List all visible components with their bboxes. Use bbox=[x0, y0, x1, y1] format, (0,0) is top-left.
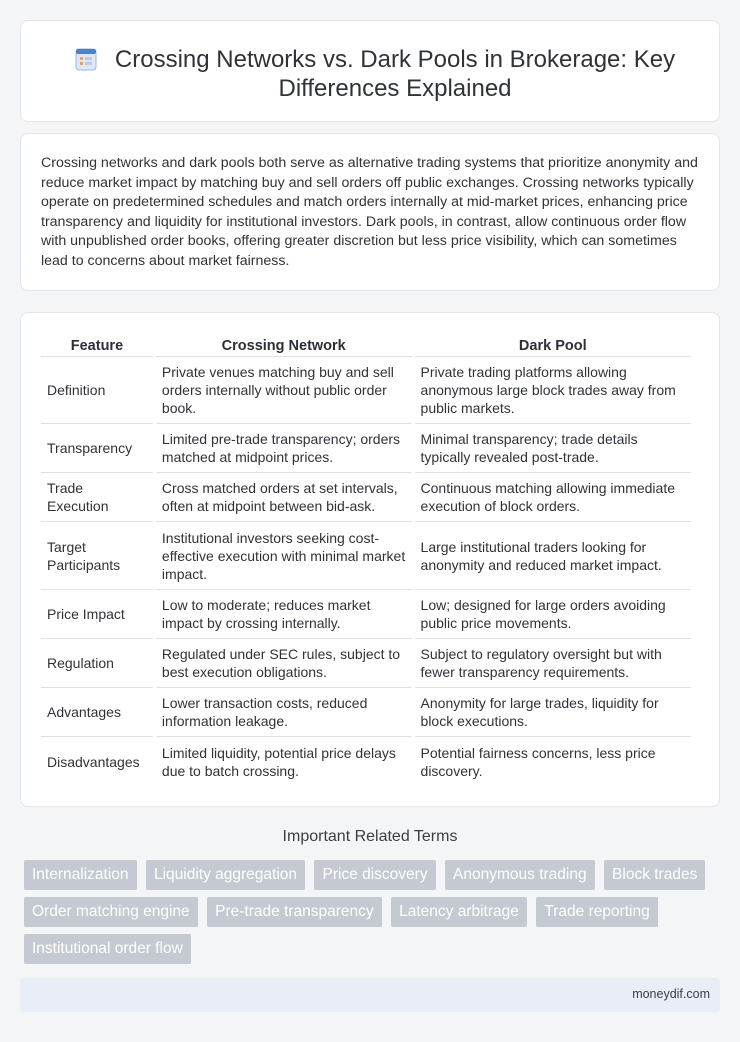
dark-pool-cell: Large institutional traders looking for anonymity and reduced market impact. bbox=[415, 522, 691, 590]
tag-latency-arbitrage[interactable]: Latency arbitrage bbox=[391, 897, 527, 927]
feature-cell: Disadvantages bbox=[47, 753, 140, 770]
crossing-network-cell: Lower transaction costs, reduced information leakage. bbox=[156, 688, 412, 737]
tag-liquidity-aggregation[interactable]: Liquidity aggregation bbox=[146, 860, 305, 890]
table-row bbox=[41, 522, 691, 590]
tag-internalization[interactable]: Internalization bbox=[24, 860, 137, 890]
feature-cell: Target Participants bbox=[41, 522, 153, 590]
table-row bbox=[41, 424, 691, 473]
crossing-network-cell: Low to moderate; reduces market impact by crossing internally. bbox=[156, 590, 412, 639]
dark-pool-cell: Potential fairness concerns, less price discovery. bbox=[420, 744, 656, 779]
feature-cell: Definition bbox=[41, 357, 153, 424]
dark-pool-cell: Anonymity for large trades, liquidity for block executions. bbox=[415, 688, 691, 737]
feature-cell: Price Impact bbox=[41, 590, 153, 639]
footer-site-link[interactable]: moneydif.com bbox=[632, 987, 710, 1001]
tag-institutional-order-flow[interactable]: Institutional order flow bbox=[24, 934, 191, 964]
feature-cell: Trade Execution bbox=[41, 473, 153, 522]
dark-pool-cell: Low; designed for large orders avoiding public price movements. bbox=[415, 590, 691, 639]
table-header-row bbox=[41, 333, 691, 357]
table-row bbox=[41, 590, 691, 639]
table-row bbox=[41, 357, 691, 424]
comparison-table bbox=[38, 333, 694, 786]
crossing-network-cell: Regulated under SEC rules, subject to best execution obligations. bbox=[156, 639, 412, 688]
footer bbox=[20, 978, 720, 1012]
table-row bbox=[41, 473, 691, 522]
title-card bbox=[20, 20, 720, 122]
crossing-network-cell: Institutional investors seeking cost-effective execution with minimal market impact. bbox=[156, 522, 412, 590]
header-feature: Feature bbox=[41, 333, 153, 357]
header-crossing-network: Crossing Network bbox=[156, 333, 412, 357]
crossing-network-cell: Private venues matching buy and sell orders internally without public order book. bbox=[156, 357, 412, 424]
dark-pool-cell: Subject to regulatory oversight but with fewer transparency requirements. bbox=[415, 639, 691, 688]
intro-paragraph: Crossing networks and dark pools both serve as alternative trading systems that prioritize anonymity and reduce market impact by matching buy and sell orders off public exchanges. Crossing networks typically operate on predetermined schedules and match orders internally at mid-market prices, enhancing price transparency and liquidity for institutional investors. Dark pools, in contrast, allow continuous order flow with unpublished order books, offering greater discretion but less price visibility, which can sometimes lead to concerns about market fairness. bbox=[41, 155, 698, 269]
feature-cell: Regulation bbox=[41, 639, 153, 688]
tag-trade-reporting[interactable]: Trade reporting bbox=[536, 897, 657, 927]
table-row bbox=[41, 688, 691, 737]
table-row bbox=[41, 737, 691, 786]
tag-order-matching-engine[interactable]: Order matching engine bbox=[24, 897, 198, 927]
dark-pool-cell: Private trading platforms allowing anonymous large block trades away from public markets. bbox=[415, 357, 691, 424]
feature-cell: Transparency bbox=[41, 424, 153, 473]
header-dark-pool: Dark Pool bbox=[415, 333, 691, 357]
tag-block-trades[interactable]: Block trades bbox=[604, 860, 705, 890]
related-terms-tags bbox=[24, 860, 724, 971]
tag-pre-trade-transparency[interactable]: Pre-trade transparency bbox=[207, 897, 382, 927]
document-icon bbox=[75, 47, 97, 71]
dark-pool-cell: Continuous matching allowing immediate execution of block orders. bbox=[415, 473, 691, 522]
feature-cell: Advantages bbox=[41, 688, 153, 737]
crossing-network-cell: Limited liquidity, potential price delays due to batch crossing. bbox=[161, 744, 396, 779]
comparison-table-card bbox=[20, 312, 720, 807]
tag-price-discovery[interactable]: Price discovery bbox=[314, 860, 435, 890]
dark-pool-cell: Minimal transparency; trade details typically revealed post-trade. bbox=[415, 424, 691, 473]
related-terms-title: Important Related Terms bbox=[282, 828, 458, 845]
tag-anonymous-trading[interactable]: Anonymous trading bbox=[445, 860, 595, 890]
page-title: Crossing Networks vs. Dark Pools in Brokerage: Key Differences Explained bbox=[114, 46, 676, 102]
intro-card bbox=[20, 133, 720, 291]
table-row bbox=[41, 639, 691, 688]
crossing-network-cell: Cross matched orders at set intervals, often at midpoint between bid-ask. bbox=[156, 473, 412, 522]
crossing-network-cell: Limited pre-trade transparency; orders matched at midpoint prices. bbox=[156, 424, 412, 473]
